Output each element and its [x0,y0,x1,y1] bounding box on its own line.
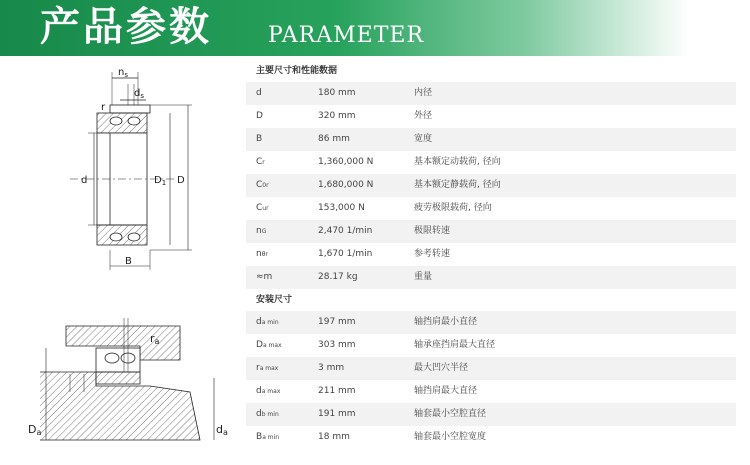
mount-section-title: 安装尺寸 [256,295,293,305]
param-symbol: B [256,134,263,144]
param-description: 参考转速 [414,249,451,259]
param-symbol: da min [256,317,279,327]
param-symbol: Cur [256,203,269,213]
param-symbol: Ba min [256,432,280,442]
table-row [246,220,736,243]
param-description: 轴挡肩最大直径 [414,386,478,396]
param-value: 28.17 kg [318,272,358,282]
table-row [246,403,736,426]
banner-title: 产品参数 [40,4,212,50]
param-symbol: D [256,111,263,121]
table-row [246,243,736,266]
param-symbol: db min [256,409,279,419]
param-symbol: d [256,88,262,98]
param-value: 2,470 1/min [318,226,373,236]
table-row [246,311,736,334]
table-row [246,380,736,403]
label-B: B [125,256,132,267]
param-value: 18 mm [318,432,350,442]
param-description: 极限转速 [414,226,451,236]
param-description: 内径 [414,88,433,98]
param-value: 1,360,000 N [318,157,374,167]
param-symbol: nθr [256,249,268,259]
param-description: 重量 [414,272,433,282]
param-symbol: nG [256,226,267,236]
label-D1: $D_1$ [154,175,167,187]
param-symbol: ≈m [256,272,273,282]
param-description: 轴承座挡肩最大直径 [414,340,496,350]
table-row [246,426,736,449]
label-ra: ra [150,332,160,346]
label-ds: $d_s$ [134,88,145,100]
main-section-title: 主要尺寸和性能数据 [256,66,338,76]
banner-subtitle: PARAMETER [268,23,425,48]
label-r: r [101,102,106,113]
param-value: 191 mm [318,409,356,419]
table-row [246,174,736,197]
table-row [246,357,736,380]
param-symbol: ra max [256,363,279,373]
param-description: 宽度 [414,134,433,144]
parameter-table [246,60,736,449]
param-value: 153,000 N [318,203,365,213]
param-value: 303 mm [318,340,356,350]
label-Da: Da [28,423,42,437]
main-rows [246,82,736,289]
label-D: D [177,175,185,186]
param-value: 1,680,000 N [318,180,374,190]
table-row [246,105,736,128]
param-description: 轴挡肩最小直径 [414,317,478,327]
param-symbol: Cr [256,157,265,167]
param-value: 180 mm [318,88,356,98]
mounting-drawing [40,318,214,440]
param-description: 轴套最小空腔直径 [414,409,487,419]
header-banner [0,0,750,56]
param-value: 1,670 1/min [318,249,373,259]
label-da: da [216,423,228,437]
table-row [246,266,736,289]
table-row [246,128,736,151]
param-description: 轴套最小空腔宽度 [414,432,487,442]
param-description: 基本额定动载荷, 径向 [414,157,501,167]
table-row [246,151,736,174]
param-description: 最大凹穴半径 [414,363,469,373]
table-row [246,82,736,105]
mount-rows [246,311,736,449]
param-value: 320 mm [318,111,356,121]
param-symbol: Da max [256,340,282,350]
param-description: 疲劳极限载荷, 径向 [414,203,492,213]
param-value: 86 mm [318,134,350,144]
param-symbol: da max [256,386,281,396]
param-description: 基本额定静载荷, 径向 [414,180,501,190]
param-symbol: C0r [256,180,269,190]
table-row [246,197,736,220]
bearing-diagram [0,56,240,465]
bearing-section-drawing [70,72,192,270]
param-description: 外径 [414,111,433,121]
param-value: 197 mm [318,317,356,327]
param-value: 211 mm [318,386,356,396]
param-value: 3 mm [318,363,345,373]
label-d: d [81,175,88,186]
table-row [246,334,736,357]
label-ns: $n_s$ [118,67,128,79]
